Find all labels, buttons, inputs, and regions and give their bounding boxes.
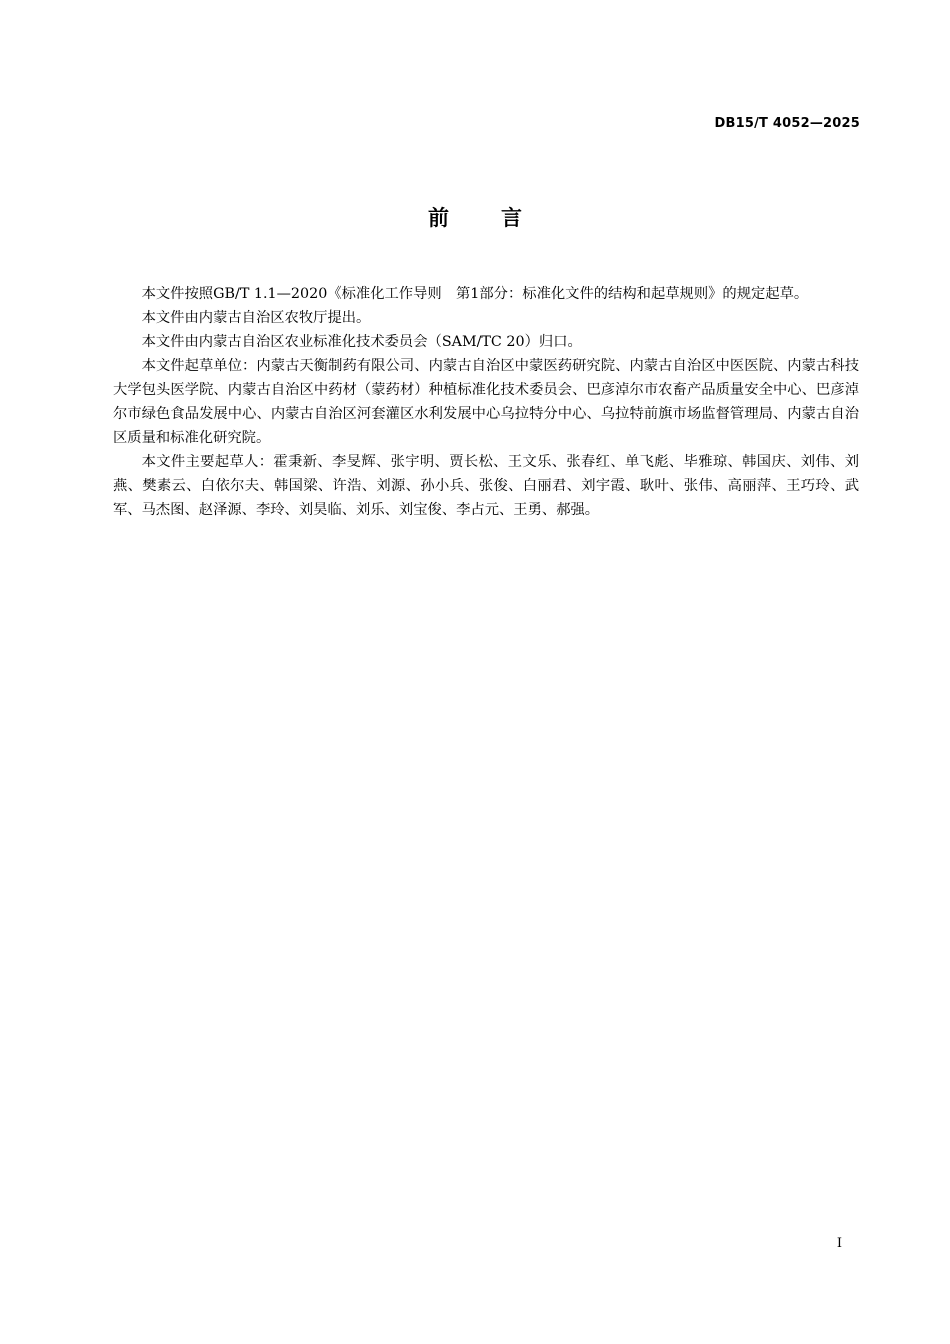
paragraph-proposed-by: 本文件由内蒙古自治区农牧厅提出。 [141, 310, 371, 326]
foreword-body [113, 282, 859, 522]
document-code: DB15/T 4052—2025 [714, 116, 860, 131]
page-number: I [836, 1236, 842, 1251]
paragraph-main-drafters: 本文件主要起草人：霍秉新、李旻辉、张宇明、贾长松、王文乐、张春红、单飞彪、毕雅琼、韩国庆、刘伟、刘燕、樊素云、白依尔夫、韩国梁、许浩、刘源、孙小兵、张俊、白丽君、刘宇霞、耿叶、张伟、高丽萍、王巧玲、武军、马杰图、赵泽源、李玲、刘昊临、刘乐、刘宝俊、李占元、王勇、郝强。 [113, 454, 859, 518]
page-title: 前言 [428, 206, 574, 230]
paragraph-drafting-rules: 本文件按照GB/T 1.1—2020《标准化工作导则 第1部分：标准化文件的结构和起草规则》的规定起草。 [141, 286, 809, 302]
paragraph-centralized-by: 本文件由内蒙古自治区农业标准化技术委员会（SAM/TC 20）归口。 [141, 334, 582, 350]
paragraph-drafting-units: 本文件起草单位：内蒙古天衡制药有限公司、内蒙古自治区中蒙医药研究院、内蒙古自治区中医医院、内蒙古科技大学包头医学院、内蒙古自治区中药材（蒙药材）种植标准化技术委员会、巴彦淖尔市农畜产品质量安全中心、巴彦淖尔市绿色食品发展中心、内蒙古自治区河套灌区水利发展中心乌拉特分中心、乌拉特前旗市场监督管理局、内蒙古自治区质量和标准化研究院。 [113, 358, 859, 446]
